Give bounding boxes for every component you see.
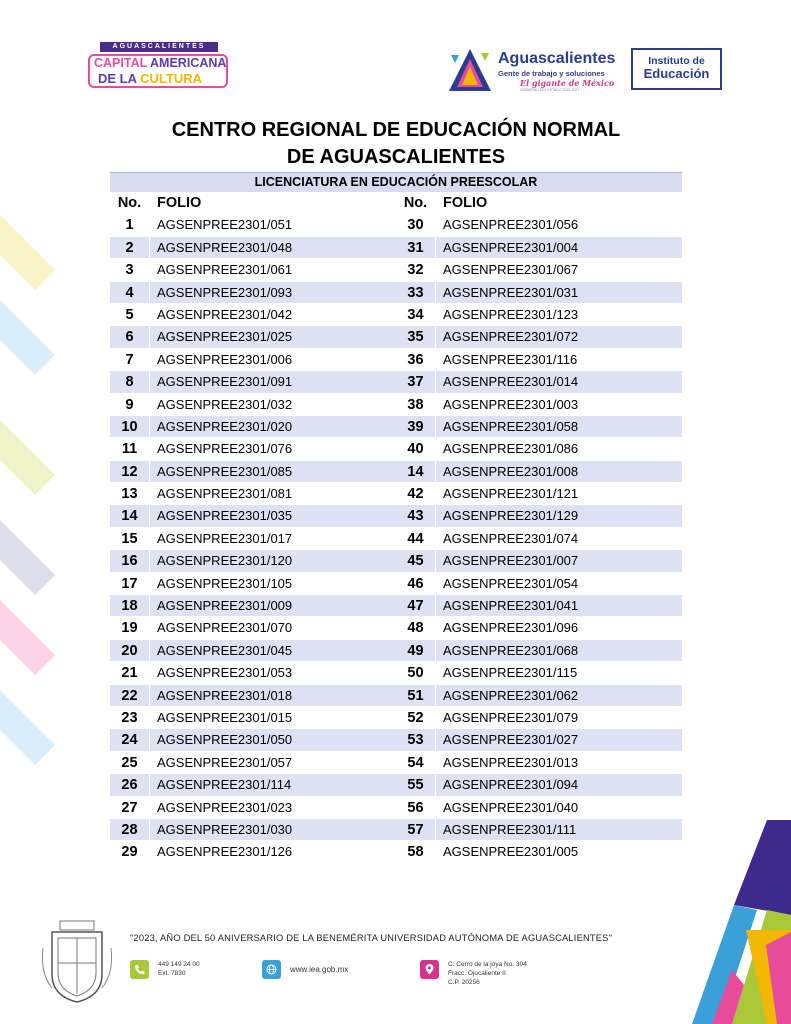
- row-number: 56: [396, 797, 436, 818]
- row-number: 8: [110, 371, 150, 392]
- table-row: [396, 528, 682, 550]
- row-folio: AGSENPREE2301/115: [443, 665, 578, 681]
- row-folio: AGSENPREE2301/018: [157, 687, 293, 703]
- footer-address: [420, 960, 527, 987]
- iea-line2: Educación: [643, 66, 710, 81]
- table-row: [110, 394, 396, 416]
- state-slogan: El gigante de México: [520, 78, 615, 88]
- row-folio: AGSENPREE2301/114: [157, 777, 292, 793]
- row-number: 23: [110, 707, 150, 728]
- row-number: 15: [110, 528, 150, 549]
- table-row: [396, 662, 682, 684]
- row-folio: AGSENPREE2301/031: [443, 284, 579, 300]
- row-folio: AGSENPREE2301/003: [443, 396, 579, 412]
- table-row: [110, 841, 396, 863]
- row-folio: AGSENPREE2301/007: [443, 553, 579, 569]
- row-folio: AGSENPREE2301/054: [443, 575, 579, 591]
- table-row: [110, 752, 396, 774]
- row-folio: AGSENPREE2301/041: [443, 598, 579, 614]
- row-folio: AGSENPREE2301/045: [157, 642, 293, 658]
- row-number: 43: [396, 505, 436, 526]
- row-number: 3: [110, 259, 150, 280]
- table-row: [396, 841, 682, 863]
- row-number: 49: [396, 640, 436, 661]
- row-folio: AGSENPREE2301/027: [443, 732, 579, 748]
- row-number: 6: [110, 326, 150, 347]
- folio-table: [110, 172, 682, 864]
- row-folio: AGSENPREE2301/074: [443, 530, 579, 546]
- row-number: 28: [110, 819, 150, 840]
- row-folio: AGSENPREE2301/085: [157, 463, 293, 479]
- row-number: 33: [396, 282, 436, 303]
- row-folio: AGSENPREE2301/032: [157, 396, 293, 412]
- table-row: [110, 438, 396, 460]
- table-row: [110, 416, 396, 438]
- logo-line1b: AMERICANA: [150, 56, 227, 70]
- table-row: [110, 550, 396, 572]
- row-number: 30: [396, 214, 436, 235]
- column-header: [110, 192, 396, 214]
- table-row: [396, 438, 682, 460]
- row-number: 51: [396, 685, 436, 706]
- row-number: 37: [396, 371, 436, 392]
- row-folio: AGSENPREE2301/014: [443, 374, 579, 390]
- row-folio: AGSENPREE2301/070: [157, 620, 293, 636]
- table-row: [110, 505, 396, 527]
- title-line2: DE AGUASCALIENTES: [286, 146, 506, 168]
- row-folio: AGSENPREE2301/067: [443, 262, 579, 278]
- row-folio: AGSENPREE2301/051: [157, 217, 293, 233]
- row-number: 36: [396, 349, 436, 370]
- row-folio: AGSENPREE2301/053: [157, 665, 293, 681]
- table-row: [396, 595, 682, 617]
- row-folio: AGSENPREE2301/008: [443, 463, 579, 479]
- table-row: [396, 483, 682, 505]
- row-number: 1: [110, 214, 150, 235]
- row-folio: AGSENPREE2301/086: [443, 441, 579, 457]
- table-row: [396, 371, 682, 393]
- decorative-chevrons-left: [0, 0, 70, 1024]
- phone-extension: Ext. 7830: [158, 970, 186, 977]
- row-number: 4: [110, 282, 150, 303]
- row-number: 48: [396, 617, 436, 638]
- row-number: 54: [396, 752, 436, 773]
- phone-icon: [130, 960, 149, 979]
- page-title: [110, 117, 682, 171]
- row-number: 22: [110, 685, 150, 706]
- row-folio: AGSENPREE2301/061: [157, 262, 293, 278]
- row-folio: AGSENPREE2301/126: [157, 844, 293, 860]
- address-line3: C.P. 20256: [448, 979, 480, 986]
- capital-americana-cultura-logo: [88, 42, 230, 90]
- program-header: LICENCIATURA EN EDUCACIÓN PREESCOLAR: [110, 172, 682, 192]
- logo-line1a: CAPITAL: [94, 56, 148, 70]
- table-row: [396, 282, 682, 304]
- table-row: [110, 685, 396, 707]
- table-row: [110, 483, 396, 505]
- row-number: 53: [396, 729, 436, 750]
- row-folio: AGSENPREE2301/005: [443, 844, 579, 860]
- table-row: [396, 707, 682, 729]
- row-number: 29: [110, 841, 150, 862]
- row-number: 27: [110, 797, 150, 818]
- footer-phone: [130, 960, 200, 979]
- row-number: 44: [396, 528, 436, 549]
- row-folio: AGSENPREE2301/030: [157, 821, 293, 837]
- row-number: 14: [396, 461, 436, 482]
- row-folio: AGSENPREE2301/020: [157, 418, 293, 434]
- row-number: 9: [110, 394, 150, 415]
- row-folio: AGSENPREE2301/057: [157, 754, 293, 770]
- table-row: [396, 685, 682, 707]
- table-row: [396, 304, 682, 326]
- table-row: [396, 819, 682, 841]
- decorative-triangles-right: [672, 820, 791, 1024]
- row-number: 40: [396, 438, 436, 459]
- row-number: 19: [110, 617, 150, 638]
- table-row: [396, 729, 682, 751]
- table-row: [110, 259, 396, 281]
- right-column: [396, 192, 682, 864]
- row-folio: AGSENPREE2301/017: [157, 530, 293, 546]
- table-row: [110, 282, 396, 304]
- no-header: No.: [396, 192, 436, 214]
- row-number: 42: [396, 483, 436, 504]
- row-number: 14: [110, 505, 150, 526]
- row-folio: AGSENPREE2301/111: [443, 821, 577, 837]
- row-folio: AGSENPREE2301/013: [443, 754, 579, 770]
- table-row: [396, 573, 682, 595]
- table-row: [396, 416, 682, 438]
- row-number: 34: [396, 304, 436, 325]
- table-row: [110, 662, 396, 684]
- phone-number: 449 149 24 00: [158, 961, 200, 968]
- footer-website: [262, 960, 348, 979]
- table-row: [396, 394, 682, 416]
- row-folio: AGSENPREE2301/121: [443, 486, 579, 502]
- table-row: [396, 259, 682, 281]
- table-row: [110, 774, 396, 796]
- row-folio: AGSENPREE2301/123: [443, 306, 579, 322]
- instituto-educacion-logo: [631, 48, 722, 90]
- table-row: [396, 617, 682, 639]
- row-number: 55: [396, 774, 436, 795]
- row-folio: AGSENPREE2301/068: [443, 642, 579, 658]
- row-number: 52: [396, 707, 436, 728]
- state-name: Aguascalientes: [498, 50, 616, 67]
- row-folio: AGSENPREE2301/105: [157, 575, 293, 591]
- table-row: [396, 214, 682, 236]
- row-number: 12: [110, 461, 150, 482]
- logo-line2a: DE LA: [98, 71, 137, 86]
- row-folio: AGSENPREE2301/004: [443, 239, 579, 255]
- table-row: [110, 595, 396, 617]
- folio-header: FOLIO: [443, 195, 488, 211]
- row-number: 31: [396, 237, 436, 258]
- aguascalientes-state-logo: [498, 50, 628, 92]
- table-row: [110, 528, 396, 550]
- website-link[interactable]: www.iea.gob.mx: [290, 965, 349, 974]
- left-column: [110, 192, 396, 864]
- row-number: 58: [396, 841, 436, 862]
- row-number: 13: [110, 483, 150, 504]
- table-row: [396, 349, 682, 371]
- row-number: 24: [110, 729, 150, 750]
- row-folio: AGSENPREE2301/116: [443, 351, 578, 367]
- table-row: [110, 573, 396, 595]
- row-number: 20: [110, 640, 150, 661]
- table-row: [110, 819, 396, 841]
- row-folio: AGSENPREE2301/079: [443, 709, 579, 725]
- row-number: 50: [396, 662, 436, 683]
- row-folio: AGSENPREE2301/025: [157, 329, 293, 345]
- row-folio: AGSENPREE2301/040: [443, 799, 579, 815]
- state-period: GOBIERNO DEL ESTADO 2022-2027: [520, 88, 580, 92]
- row-number: 11: [110, 438, 150, 459]
- row-number: 5: [110, 304, 150, 325]
- folio-header: FOLIO: [157, 195, 202, 211]
- logo-tag: AGUASCALIENTES: [100, 42, 218, 52]
- table-row: [396, 774, 682, 796]
- table-row: [396, 640, 682, 662]
- row-folio: AGSENPREE2301/093: [157, 284, 293, 300]
- row-folio: AGSENPREE2301/076: [157, 441, 293, 457]
- row-number: 38: [396, 394, 436, 415]
- state-tagline: Gente de trabajo y soluciones: [498, 69, 605, 78]
- row-folio: AGSENPREE2301/091: [157, 374, 293, 390]
- row-folio: AGSENPREE2301/094: [443, 777, 579, 793]
- table-row: [110, 640, 396, 662]
- row-folio: AGSENPREE2301/096: [443, 620, 579, 636]
- row-number: 18: [110, 595, 150, 616]
- footer-motto: "2023, AÑO DEL 50 ANIVERSARIO DE LA BENEMÉRITA UNIVERSIDAD AUTÓNOMA DE AGUASCALIENTES": [130, 933, 613, 943]
- row-number: 26: [110, 774, 150, 795]
- table-row: [110, 304, 396, 326]
- row-folio: AGSENPREE2301/058: [443, 418, 579, 434]
- row-number: 10: [110, 416, 150, 437]
- row-number: 35: [396, 326, 436, 347]
- table-row: [110, 371, 396, 393]
- row-folio: AGSENPREE2301/042: [157, 306, 293, 322]
- table-row: [110, 617, 396, 639]
- table-row: [110, 707, 396, 729]
- row-number: 25: [110, 752, 150, 773]
- row-number: 39: [396, 416, 436, 437]
- row-folio: AGSENPREE2301/006: [157, 351, 293, 367]
- table-row: [396, 550, 682, 572]
- logo-line2b: CULTURA: [140, 71, 203, 86]
- row-number: 47: [396, 595, 436, 616]
- title-line1: CENTRO REGIONAL DE EDUCACIÓN NORMAL: [171, 119, 621, 141]
- row-number: 7: [110, 349, 150, 370]
- row-number: 16: [110, 550, 150, 571]
- row-folio: AGSENPREE2301/062: [443, 687, 579, 703]
- row-number: 32: [396, 259, 436, 280]
- iea-line1: Instituto de: [648, 55, 705, 67]
- table-row: [396, 797, 682, 819]
- table-row: [110, 729, 396, 751]
- column-header: [396, 192, 682, 214]
- location-pin-icon: [420, 960, 439, 979]
- table-row: [110, 326, 396, 348]
- row-folio: AGSENPREE2301/023: [157, 799, 293, 815]
- row-folio: AGSENPREE2301/048: [157, 239, 293, 255]
- table-row: [110, 237, 396, 259]
- row-number: 46: [396, 573, 436, 594]
- table-row: [110, 797, 396, 819]
- table-row: [110, 349, 396, 371]
- no-header: No.: [110, 192, 150, 214]
- row-folio: AGSENPREE2301/050: [157, 732, 293, 748]
- row-folio: AGSENPREE2301/015: [157, 709, 293, 725]
- row-folio: AGSENPREE2301/129: [443, 508, 579, 524]
- state-seal: [38, 918, 116, 1004]
- row-number: 57: [396, 819, 436, 840]
- table-row: [110, 461, 396, 483]
- table-row: [396, 461, 682, 483]
- table-row: [396, 752, 682, 774]
- address-line1: C. Cerro de la joya No. 304: [448, 961, 527, 968]
- table-row: [396, 237, 682, 259]
- row-number: 45: [396, 550, 436, 571]
- table-row: [110, 214, 396, 236]
- row-folio: AGSENPREE2301/072: [443, 329, 579, 345]
- table-row: [396, 326, 682, 348]
- row-folio: AGSENPREE2301/120: [157, 553, 293, 569]
- row-number: 2: [110, 237, 150, 258]
- row-folio: AGSENPREE2301/009: [157, 598, 293, 614]
- row-number: 17: [110, 573, 150, 594]
- globe-icon: [262, 960, 281, 979]
- row-folio: AGSENPREE2301/056: [443, 217, 579, 233]
- row-folio: AGSENPREE2301/081: [157, 486, 293, 502]
- table-row: [396, 505, 682, 527]
- row-folio: AGSENPREE2301/035: [157, 508, 293, 524]
- address-line2: Fracc. Ojocaliente II: [448, 970, 506, 977]
- row-number: 21: [110, 662, 150, 683]
- aguascalientes-state-emblem: [447, 47, 493, 93]
